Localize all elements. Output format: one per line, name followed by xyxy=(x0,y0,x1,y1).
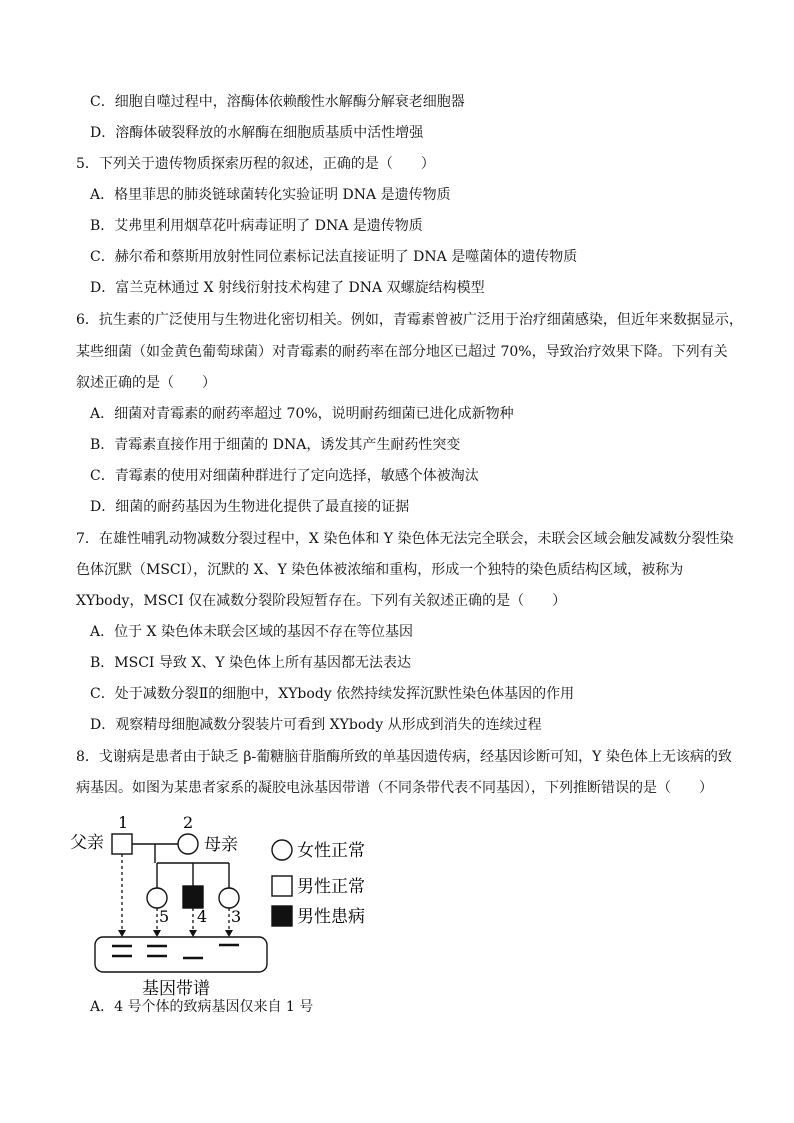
text-line: A．细菌对青霉素的耐药率超过 70%，说明耐药细菌已进化成新物种 xyxy=(90,406,514,422)
father-symbol xyxy=(112,834,132,854)
text-line: 5．下列关于遗传物质探索历程的叙述，正确的是（ ） xyxy=(76,156,435,172)
text-line: 病基因。如图为某患者家系的凝胶电泳基因带谱（不同条带代表不同基因），下列推断错误的是（ ） xyxy=(76,780,713,796)
text-line: 叙述正确的是（ ） xyxy=(76,375,216,391)
legend-affected: 男性患病 xyxy=(297,907,365,927)
text-line: 7．在雄性哺乳动物减数分裂过程中，X 染色体和 Y 染色体无法完全联会，未联会区域会触发减数分裂性染 xyxy=(76,531,734,547)
num-2: 2 xyxy=(183,813,194,832)
dashed-arrows xyxy=(122,854,229,931)
text-line: C．青霉素的使用对细菌种群进行了定向选择，敏感个体被淘汰 xyxy=(90,468,479,484)
legend-male: 男性正常 xyxy=(297,877,365,897)
text-line: D．观察精母细胞减数分裂装片可看到 XYbody 从形成到消失的连续过程 xyxy=(90,717,542,733)
pedigree-diagram xyxy=(62,808,382,1003)
text-line: C．处于减数分裂Ⅱ的细胞中，XYbody 依然持续发挥沉默性染色体基因的作用 xyxy=(90,686,575,702)
text-line: C．细胞自噬过程中，溶酶体依赖酸性水解酶分解衰老细胞器 xyxy=(90,94,465,110)
text-line: A．4 号个体的致病基因仅来自 1 号 xyxy=(90,999,314,1015)
mother-label: 母亲 xyxy=(204,835,238,855)
gel-box xyxy=(95,937,267,972)
num-3: 3 xyxy=(231,907,242,926)
father-label: 父亲 xyxy=(70,833,104,853)
legend-female: 女性正常 xyxy=(297,841,365,861)
num-5: 5 xyxy=(159,907,170,926)
text-line: A．位于 X 染色体未联会区域的基因不存在等位基因 xyxy=(90,624,413,640)
child-3-symbol xyxy=(219,888,239,908)
mother-symbol xyxy=(178,834,198,854)
text-line: B．青霉素直接作用于细菌的 DNA，诱发其产生耐药性突变 xyxy=(90,437,461,453)
text-line: B．MSCI 导致 X、Y 染色体上所有基因都无法表达 xyxy=(90,655,412,671)
text-line: B．艾弗里利用烟草花叶病毒证明了 DNA 是遗传物质 xyxy=(90,218,423,234)
text-line: XYbody，MSCI 仅在减数分裂阶段短暂存在。下列有关叙述正确的是（ ） xyxy=(76,593,567,609)
legend-male-symbol xyxy=(272,876,292,896)
text-line: A．格里菲思的肺炎链球菌转化实验证明 DNA 是遗传物质 xyxy=(90,187,451,203)
num-1: 1 xyxy=(118,813,129,832)
arrow-heads xyxy=(118,930,233,937)
text-line: C．赫尔希和蔡斯用放射性同位素标记法直接证明了 DNA 是噬菌体的遗传物质 xyxy=(90,249,578,265)
text-line: D．富兰克林通过 X 射线衍射技术构建了 DNA 双螺旋结构模型 xyxy=(90,280,485,296)
legend-female-symbol xyxy=(272,840,292,860)
text-line: D．细菌的耐药基因为生物进化提供了最直接的证据 xyxy=(90,499,410,515)
legend-affected-symbol xyxy=(272,906,292,926)
text-line: 8．戈谢病是患者由于缺乏 β-葡糖脑苷脂酶所致的单基因遗传病，经基因诊断可知，Y 染色体上无该病的致 xyxy=(76,749,732,765)
text-line: D．溶酶体破裂释放的水解酶在细胞质基质中活性增强 xyxy=(90,125,424,141)
text-line: 色体沉默（MSCI），沉默的 X、Y 染色体被浓缩和重构，形成一个独特的染色质结构区域，被称为 xyxy=(76,562,684,578)
num-4: 4 xyxy=(197,907,208,926)
child-4-symbol xyxy=(183,886,203,908)
text-line: 某些细菌（如金黄色葡萄球菌）对青霉素的耐药率在部分地区已超过 70%，导致治疗效果下降。下列有关 xyxy=(76,344,728,360)
text-line: 6．抗生素的广泛使用与生物进化密切相关。例如，青霉素曾被广泛用于治疗细菌感染，但近年来数据显示， xyxy=(76,312,743,328)
child-5-symbol xyxy=(147,888,167,908)
band-title: 基因带谱 xyxy=(142,979,210,999)
